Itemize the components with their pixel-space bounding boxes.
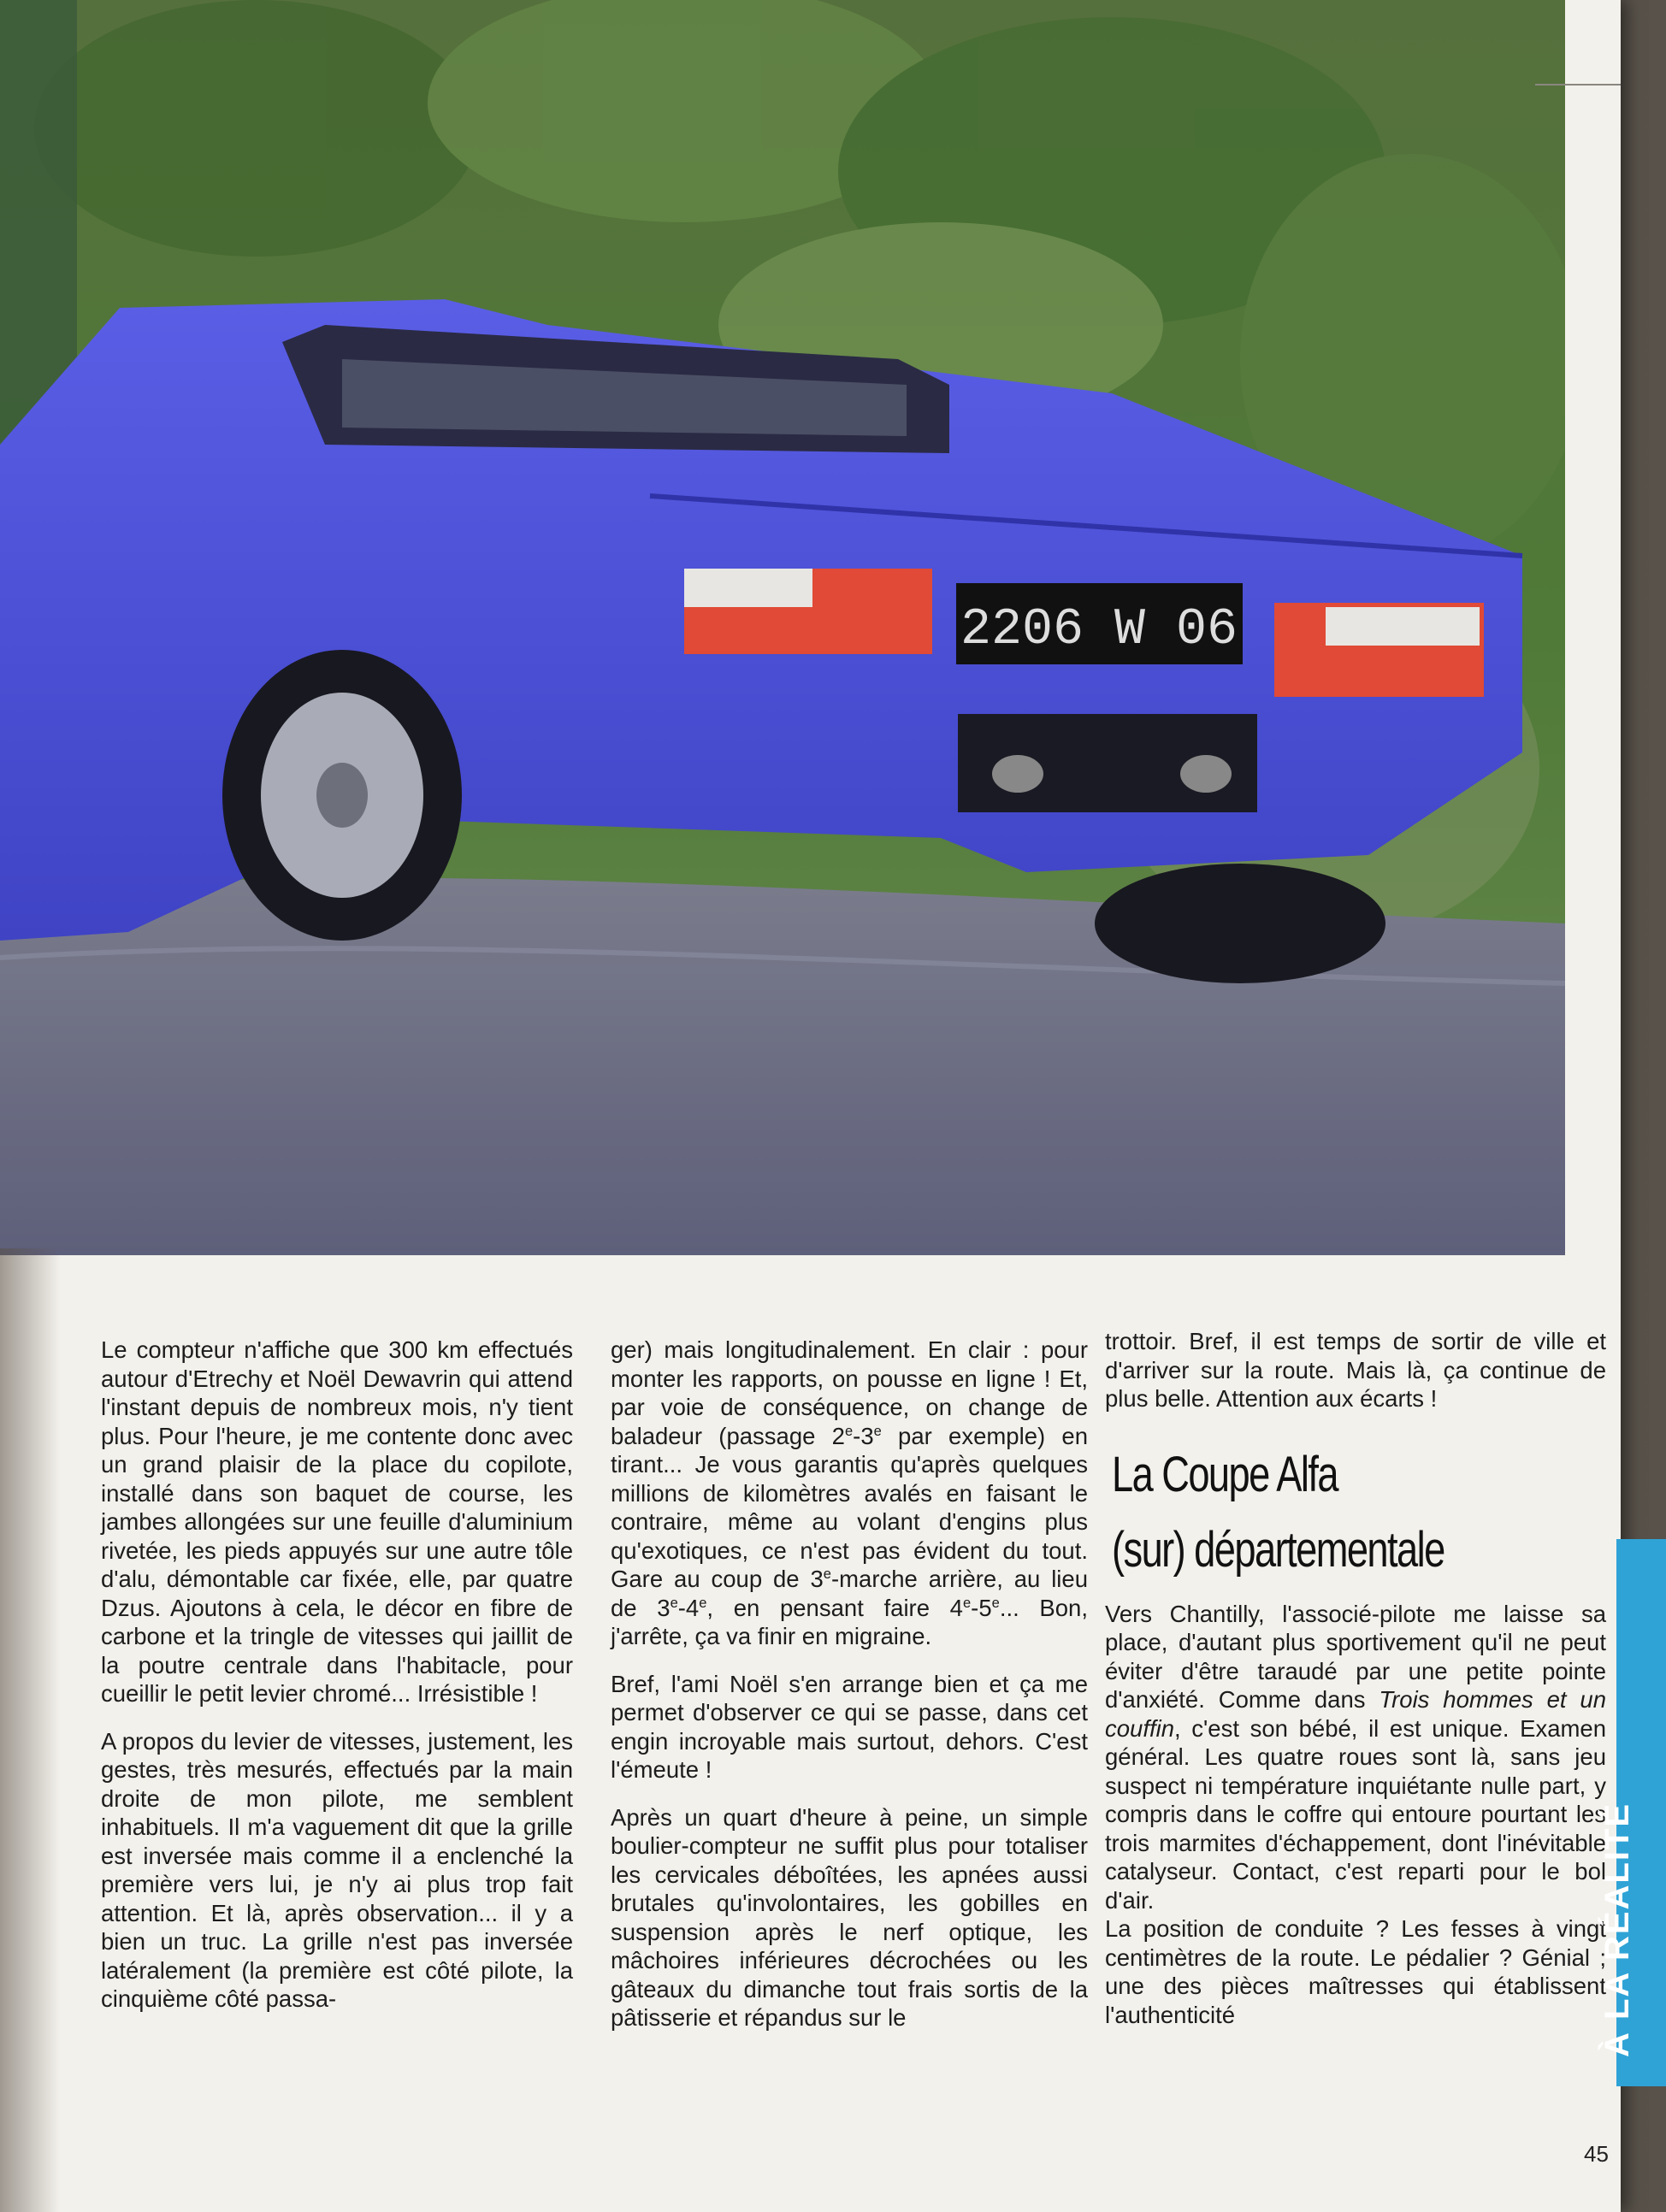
margin-rule [1535, 84, 1621, 86]
license-plate-text: 2206 W 06 [960, 601, 1238, 659]
page-number: 45 [1584, 2141, 1609, 2167]
paragraph: Bref, l'ami Noël s'en arrange bien et ça me permet d'observer ce qui se passe, dans cet engin incroyable mais surtout, dehors. C'est l'émeute ! [611, 1670, 1088, 1783]
section-headline [1112, 1437, 1619, 1588]
headline-line-2: (sur) départementale [1112, 1521, 1444, 1578]
paragraph: Après un quart d'heure à peine, un simple boulier-compteur ne suffit plus pour totaliser les cervicales déboîtées, les apnées aussi brutales qu'involontaires, les gobilles en suspension après le nerf optique, les mâchoires inférieures décrochées ou les gâteaux du dimanche tout frais sortis de la pâtisserie et répandus sur le [611, 1803, 1088, 2031]
paragraph: La position de conduite ? Les fesses à vingt centimètres de la route. Le pédalier ? Génial ; une des pièces maîtresses qui établissent l'authenticité [1105, 1915, 1606, 2028]
text-column-3 [1105, 1327, 1606, 2048]
side-tab-label: À LA RÉALITÉ [1598, 1802, 1636, 2057]
gutter-shadow [0, 1248, 60, 2212]
headline-line-1: La Coupe Alfa [1112, 1446, 1338, 1502]
paragraph: trottoir. Bref, il est temps de sortir de ville et d'arriver sur la route. Mais là, ça continue de plus belle. Attention aux écarts ! [1105, 1328, 1606, 1412]
text-column-2 [611, 1336, 1088, 2051]
paragraph: A propos du levier de vitesses, justement, les gestes, très mesurés, effectués par la main droite de mon pilote, me semblent inhabituels. Il m'a vaguement dit que la grille est inversée mais comme il a enclenché la première vers lui, je n'y ai plus trop fait attention. Et là, après observation... il y a bien un truc. La grille n'est pas inversée latéralement (la première est côté pilote, la cinquième côté passa- [101, 1727, 573, 2012]
paragraph: Le compteur n'affiche que 300 km effectués autour d'Etrechy et Noël Dewavrin qui attend l'instant depuis de nombreux mois, n'y tient plus. Pour l'heure, je me contente donc avec un grand plaisir de la place du copilote, installé dans son baquet de course, les jambes allongées sur une feuille d'aluminium rivetée, les pieds appuyés sur une autre tôle d'alu, démontable car fixée, elle, par quatre Dzus. Ajoutons à cela, le décor en fibre de carbone et la tringle de vitesses qui jaillit de la poutre centrale dans l'habitacle, pour cueillir le petit levier chromé... Irrésistible ! [101, 1336, 573, 1707]
paragraph: ger) mais longitudinalement. En clair : pour monter les rapports, on pousse en ligne ! Et, par voie de conséquence, on change de baladeur (passage 2e-3e par exemple) en tirant... Je vous garantis qu'après quelques millions de kilomètres avalés en faisant le contraire, même au volant d'engins plus qu'exotiques, ce n'est pas évident du tout. Gare au coup de 3e-marche arrière, au lieu de 3e-4e, en pensant faire 4e-5e... Bon, j'arrête, ça va finir en migraine. [611, 1336, 1088, 1649]
paragraph: Vers Chantilly, l'associé-pilote me laisse sa place, d'autant plus sportivement qu'il ne peut éviter d'être taraudé par une petite pointe d'anxiété. Comme dans Trois hommes et un couffin, c'est son bébé, il est unique. Examen général. Les quatre roues sont là, sans jeu suspect ni température inquiétante nulle part, y compris dans le coffre qui entoure pourtant les trois marmites d'échappement, dont l'inévitable catalyseur. Contact, c'est reparti pour le bol d'air. [1105, 1600, 1606, 1914]
text-column-1 [101, 1336, 573, 2032]
